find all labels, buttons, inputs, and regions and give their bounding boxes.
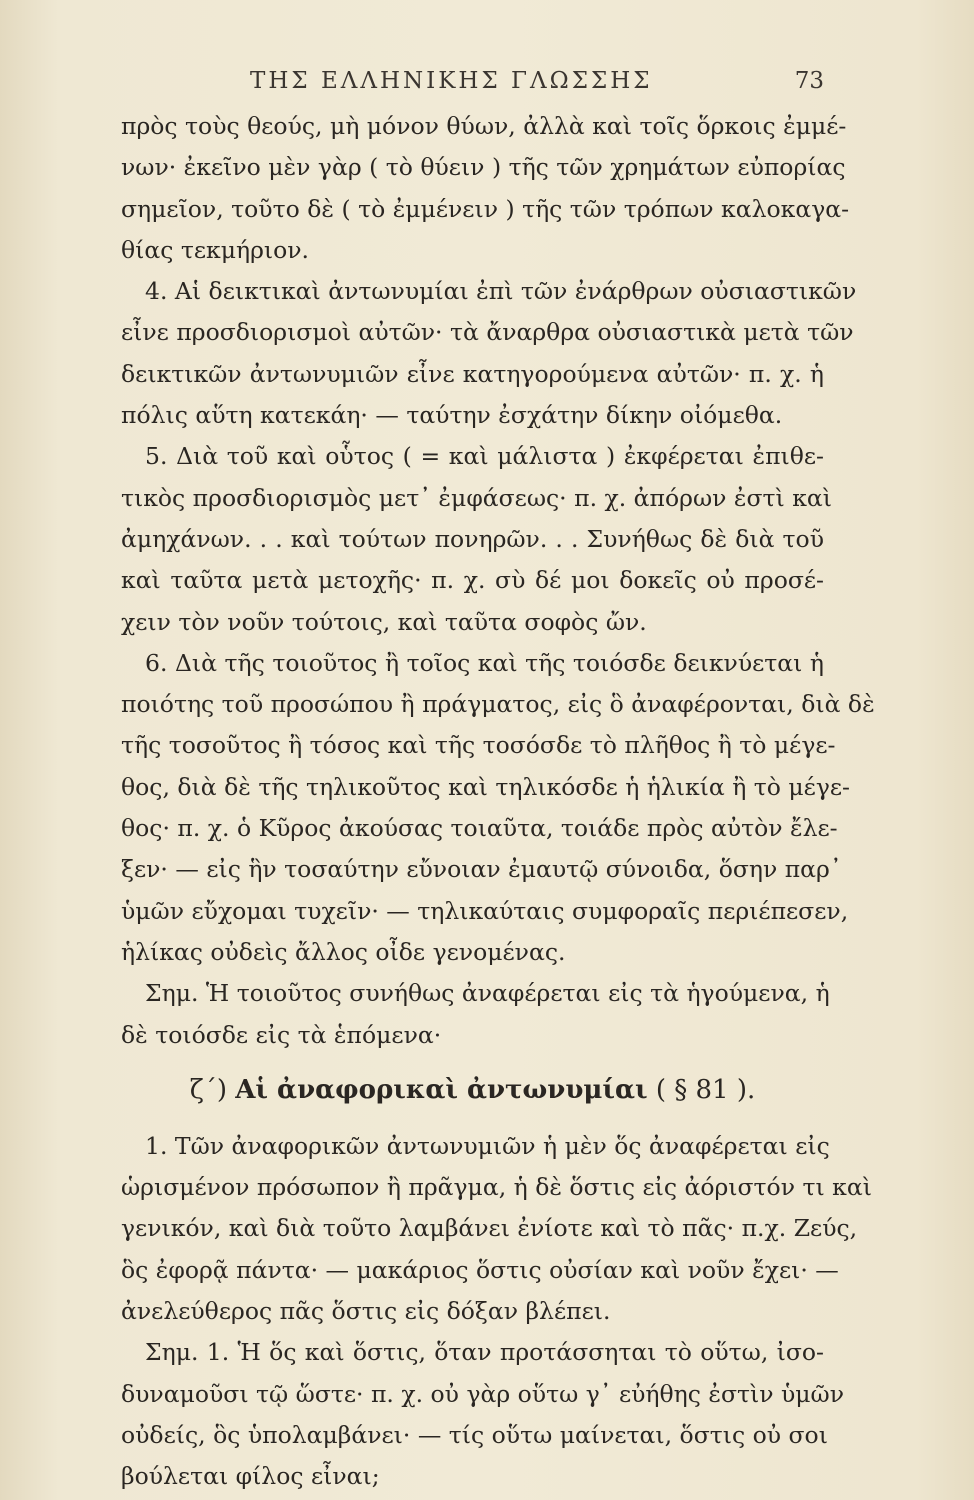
section-letter: ζ΄) (189, 1074, 227, 1105)
section-reference: ( § 81 ). (655, 1074, 756, 1105)
note-paragraph (121, 1332, 845, 1497)
text-line: γενικόν, καὶ διὰ τοῦτο λαμβάνει ἐνίοτε καὶ τὸ πᾶς· π.χ. Ζεύς, (121, 1214, 858, 1243)
text-line: πρὸς τοὺς θεούς, μὴ μόνον θύων, ἀλλὰ καὶ τοῖς ὅρκοις ἐμμέ- (121, 112, 847, 140)
text-line: σημεῖον, τοῦτο δὲ ( τὸ ἐμμένειν ) τῆς τῶν τρόπων καλοκαγα- (121, 194, 850, 223)
text-line: θος· π. χ. ὁ Κῦρος ἀκούσας τοιαῦτα, τοιάδε πρὸς αὐτὸν ἔλε- (121, 814, 838, 843)
paragraph (121, 271, 857, 436)
text-line: 4. Αἱ δεικτικαὶ ἀντωνυμίαι ἐπὶ τῶν ἐνάρθρων οὐσιαστικῶν (145, 277, 857, 306)
text-line: πόλις αὕτη κατεκάη· — ταύτην ἐσχάτην δίκην οἰόμεθα. (121, 401, 783, 430)
text-line: ἡλίκας οὐδεὶς ἄλλος οἶδε γενομένας. (121, 937, 566, 966)
text-line: εἶνε προσδιορισμοὶ αὐτῶν· τὰ ἄναρθρα οὐσιαστικὰ μετὰ τῶν (121, 318, 854, 347)
paragraph (121, 106, 850, 271)
text-line: Σημ. Ἡ τοιοῦτος συνήθως ἀναφέρεται εἰς τὰ ἡγούμενα, ἡ (145, 979, 830, 1008)
text-line: δὲ τοιόσδε εἰς τὰ ἑπόμενα· (121, 1020, 442, 1049)
section-title: Αἱ ἀναφορικαὶ ἀντωνυμίαι (235, 1074, 648, 1105)
text-line: τικὸς προσδιορισμὸς μετ᾽ ἐμφάσεως· π. χ. ἀπόρων ἐστὶ καὶ (121, 483, 832, 512)
text-line: 5. Διὰ τοῦ καὶ οὗτος ( = καὶ μάλιστα ) ἐκφέρεται ἐπιθε- (145, 442, 824, 471)
text-line: χειν τὸν νοῦν τούτοις, καὶ ταῦτα σοφὸς ὤν. (121, 607, 647, 636)
text-line: Σημ. 1. Ἡ ὅς καὶ ὅστις, ὅταν προτάσσηται τὸ οὕτω, ἰσο- (145, 1338, 824, 1367)
section-heading (121, 1070, 824, 1118)
text-line: βούλεται φίλος εἶναι; (121, 1462, 380, 1491)
text-line: δυναμοῦσι τῷ ὥστε· π. χ. οὐ γὰρ οὕτω γ᾽ εὐήθης ἐστὶν ὑμῶν (121, 1379, 845, 1408)
paragraph (121, 436, 832, 642)
text-line: τῆς τοσοῦτος ἢ τόσος καὶ τῆς τοσόσδε τὸ πλῆθος ἢ τὸ μέγε- (121, 731, 836, 760)
text-line: ὑμῶν εὔχομαι τυχεῖν· — τηλικαύταις συμφοραῖς περιέπεσεν, (121, 896, 849, 925)
text-line: ξεν· — εἰς ἣν τοσαύτην εὔνοιαν ἐμαυτῷ σύνοιδα, ὅσην παρ᾽ (121, 855, 842, 884)
paragraph (121, 643, 875, 973)
paragraph (121, 1126, 872, 1332)
page-header (120, 64, 824, 100)
page-body (121, 106, 875, 1498)
text-line: ὃς ἐφορᾷ πάντα· — μακάριος ὅστις οὐσίαν καὶ νοῦν ἔχει· — (121, 1255, 839, 1284)
note-paragraph (121, 973, 830, 1056)
text-line: καὶ ταῦτα μετὰ μετοχῆς· π. χ. σὺ δέ μοι δοκεῖς οὐ προσέ- (121, 566, 824, 595)
text-line: θίας τεκμήριον. (121, 235, 310, 264)
text-line: ὡρισμένον πρόσωπον ἢ πρᾶγμα, ἡ δὲ ὅστις εἰς ἀόριστόν τι καὶ (121, 1173, 872, 1202)
text-line: 1. Τῶν ἀναφορικῶν ἀντωνυμιῶν ἡ μὲν ὅς ἀναφέρεται εἰς (145, 1131, 830, 1160)
text-line: ποιότης τοῦ προσώπου ἢ πράγματος, εἰς ὃ ἀναφέρονται, διὰ δὲ (121, 690, 875, 719)
text-line: ἀμηχάνων. . . καὶ τούτων πονηρῶν. . . Συνήθως δὲ διὰ τοῦ (121, 524, 824, 553)
text-line: οὐδείς, ὃς ὑπολαμβάνει· — τίς οὕτω μαίνεται, ὅστις οὐ σοι (121, 1420, 828, 1449)
running-title: ΤΗΣ ΕΛΛΗΝΙΚΗΣ ΓΛΩΣΣΗΣ (250, 68, 653, 94)
text-line: ἀνελεύθερος πᾶς ὅστις εἰς δόξαν βλέπει. (121, 1297, 611, 1326)
page-number: 73 (794, 68, 824, 94)
text-line: δεικτικῶν ἀντωνυμιῶν εἶνε κατηγορούμενα αὐτῶν· π. χ. ἡ (121, 359, 824, 388)
text-line: θος, διὰ δὲ τῆς τηλικοῦτος καὶ τηλικόσδε ἡ ἡλικία ἢ τὸ μέγε- (121, 772, 850, 801)
text-line: νων· ἐκεῖνο μὲν γὰρ ( τὸ θύειν ) τῆς τῶν χρημάτων εὐπορίας (121, 153, 846, 182)
text-line: 6. Διὰ τῆς τοιοῦτος ἢ τοῖος καὶ τῆς τοιόσδε δεικνύεται ἡ (145, 648, 824, 677)
